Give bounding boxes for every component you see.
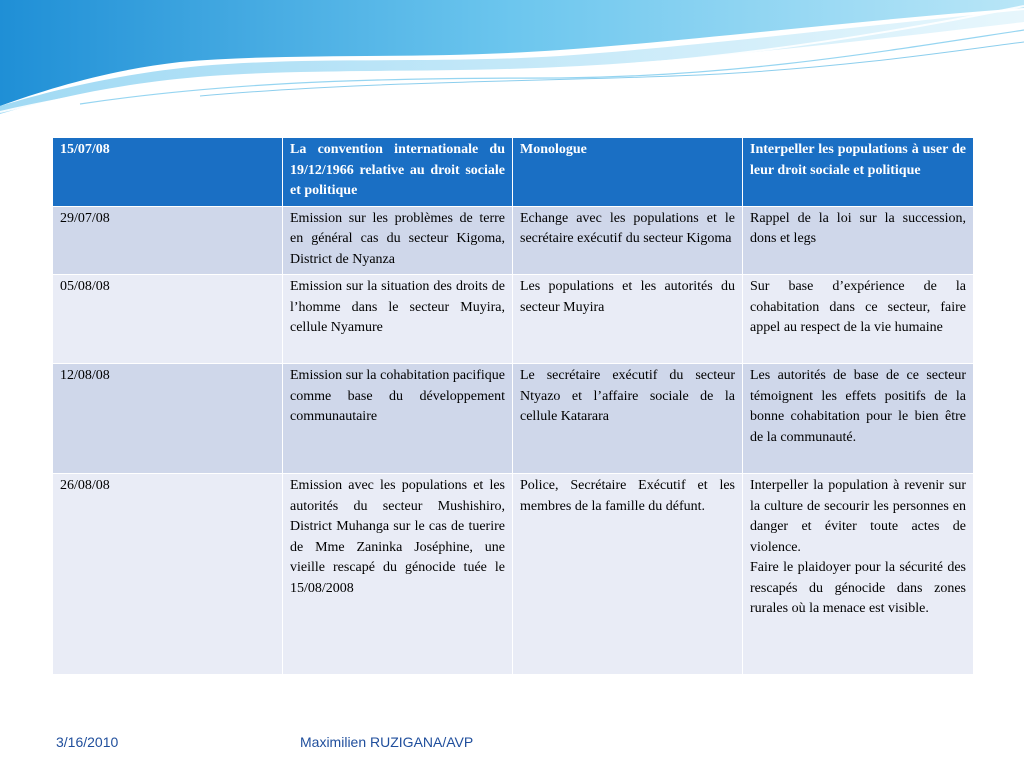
header-wave-decoration xyxy=(0,0,1024,120)
format-cell: Echange avec les populations et le secrétaire exécutif du secteur Kigoma xyxy=(513,206,743,275)
date-cell: 26/08/08 xyxy=(53,474,283,675)
table-header-row xyxy=(53,138,974,207)
objective-cell xyxy=(743,474,974,675)
table-row xyxy=(53,275,974,364)
format-cell: Monologue xyxy=(513,138,743,207)
broadcast-schedule-table xyxy=(52,137,974,675)
objective-paragraph: Faire le plaidoyer pour la sécurité des rescapés du génocide dans zones rurales où la menace est visible. xyxy=(750,560,966,616)
subject-cell: La convention internationale du 19/12/1966 relative au droit sociale et politique xyxy=(283,138,513,207)
format-cell: Police, Secrétaire Exécutif et les membres de la famille du défunt. xyxy=(513,474,743,675)
date-cell: 15/07/08 xyxy=(53,138,283,207)
date-cell: 29/07/08 xyxy=(53,206,283,275)
subject-cell: Emission sur la cohabitation pacifique comme base du développement communautaire xyxy=(283,364,513,474)
objective-cell: Rappel de la loi sur la succession, dons et legs xyxy=(743,206,974,275)
table-row xyxy=(53,364,974,474)
objective-cell: Sur base d’expérience de la cohabitation dans ce secteur, faire appel au respect de la vie humaine xyxy=(743,275,974,364)
footer-date: 3/16/2010 xyxy=(56,734,119,750)
subject-cell: Emission sur les problèmes de terre en général cas du secteur Kigoma, District de Nyanza xyxy=(283,206,513,275)
date-cell: 05/08/08 xyxy=(53,275,283,364)
subject-cell: Emission sur la situation des droits de l’homme dans le secteur Muyira, cellule Nyamure xyxy=(283,275,513,364)
format-cell: Le secrétaire exécutif du secteur Ntyazo et l’affaire sociale de la cellule Katarara xyxy=(513,364,743,474)
objective-cell: Les autorités de base de ce secteur témoignent les effets positifs de la bonne cohabitation pour le bien être de la communauté. xyxy=(743,364,974,474)
format-cell: Les populations et les autorités du secteur Muyira xyxy=(513,275,743,364)
footer-author: Maximilien RUZIGANA/AVP xyxy=(300,734,474,750)
table-row xyxy=(53,474,974,675)
subject-cell: Emission avec les populations et les autorités du secteur Mushishiro, District Muhanga sur le cas de tuerire de Mme Zaninka Joséphine, une vieille rescapé du génocide tuée le 15/08/2008 xyxy=(283,474,513,675)
objective-paragraph: Interpeller la population à revenir sur la culture de secourir les personnes en danger et éviter toute actes de violence. xyxy=(750,478,966,555)
table-row xyxy=(53,206,974,275)
date-cell: 12/08/08 xyxy=(53,364,283,474)
objective-cell: Interpeller les populations à user de leur droit sociale et politique xyxy=(743,138,974,207)
